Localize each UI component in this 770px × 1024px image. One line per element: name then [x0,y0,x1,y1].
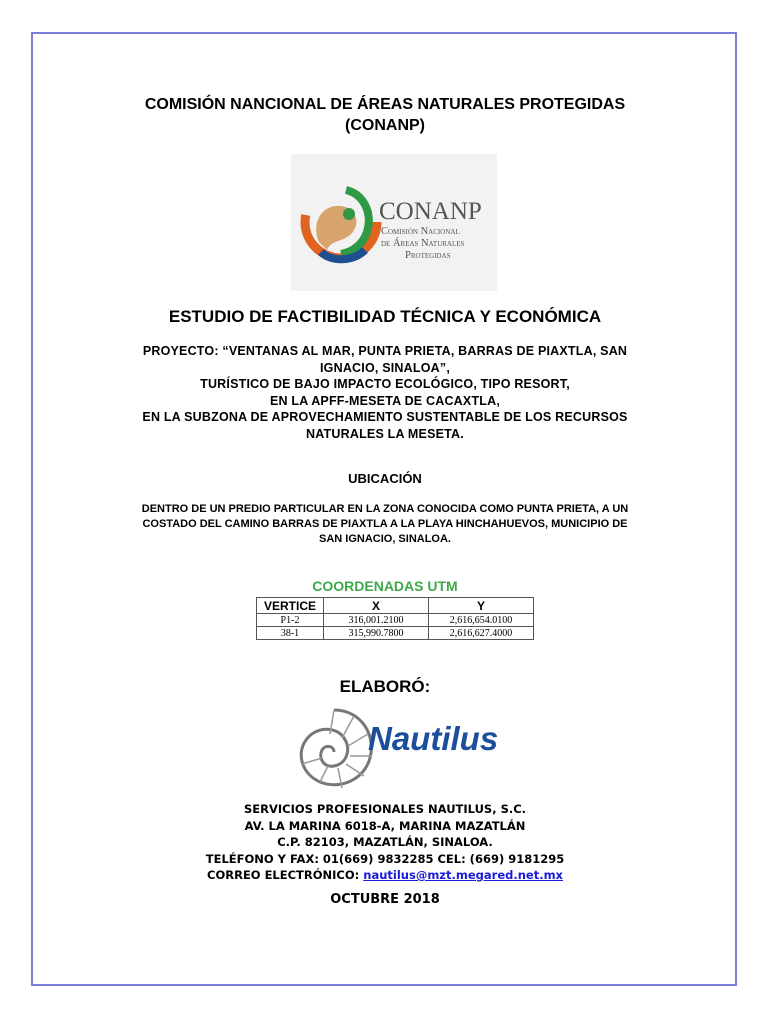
conanp-sub-3: Protegidas [405,250,451,261]
table-cell: P1-2 [257,614,324,627]
company-email-line [0,867,770,884]
utm-coordinates-table [256,597,534,640]
table-row [257,627,534,640]
table-cell: 38-1 [257,627,324,640]
table-row [257,614,534,627]
column-header-vertice: VERTICE [257,598,324,614]
project-line-6: NATURALES LA MESETA. [306,426,464,441]
document-date: OCTUBRE 2018 [330,892,440,907]
elaboro-heading: ELABORÓ: [339,677,431,696]
project-line-3: TURÍSTICO DE BAJO IMPACTO ECOLÓGICO, TIPO RESORT, [200,377,570,391]
email-link[interactable]: nautilus@mzt.megared.net.mx [363,868,563,882]
nautilus-logo [284,700,514,796]
coordinates-title: COORDENADAS UTM [312,578,458,594]
location-description [0,502,770,547]
email-label: CORREO ELECTRÓNICO: [207,868,360,882]
location-line-2: COSTADO DEL CAMINO BARRAS DE PIAXTLA A LA PLAYA HINCHAHUEVOS, MUNICIPIO DE [142,518,628,530]
project-line-5: EN LA SUBZONA DE APROVECHAMIENTO SUSTENTABLE DE LOS RECURSOS [142,410,628,424]
company-address: AV. LA MARINA 6018-A, MARINA MAZATLÁN [244,818,526,833]
nautilus-logo-name: Nautilus [368,720,499,757]
nautilus-shell-icon [284,700,380,796]
conanp-logo-name: CONANP [379,198,482,225]
conanp-logo [291,154,497,291]
table-cell: 315,990.7800 [324,627,429,640]
page-title [0,94,770,136]
company-postal: C.P. 82103, MAZATLÁN, SINALOA. [277,835,493,849]
project-line-1: PROYECTO: “VENTANAS AL MAR, PUNTA PRIETA, BARRAS DE PIAXTLA, SAN [142,344,628,358]
conanp-sub-1: Comisión Nacional [381,226,460,237]
location-heading: UBICACIÓN [348,471,422,486]
location-line-3: SAN IGNACIO, SINALOA. [318,533,451,545]
company-phone: TELÉFONO Y FAX: 01(669) 9832285 CEL: (669) 9181295 [205,851,565,866]
conanp-sub-2: de Áreas Naturales [381,238,465,249]
location-line-1: DENTRO DE UN PREDIO PARTICULAR EN LA ZONA CONOCIDA COMO PUNTA PRIETA, A UN [141,503,629,515]
company-name: SERVICIOS PROFESIONALES NAUTILUS, S.C. [243,802,527,816]
table-header-row [257,598,534,614]
project-description [0,343,770,442]
title-line-1: COMISIÓN NANCIONAL DE ÁREAS NATURALES PROTEGIDAS [144,96,626,113]
column-header-y: Y [429,598,534,614]
contact-info [0,801,770,884]
title-line-2: (CONANP) [345,117,425,134]
table-cell: 316,001.2100 [324,614,429,627]
conanp-logo-subtitle [381,226,464,262]
table-cell: 2,616,654.0100 [429,614,534,627]
study-title: ESTUDIO DE FACTIBILIDAD TÉCNICA Y ECONÓMICA [168,307,602,326]
project-line-2: IGNACIO, SINALOA”, [320,360,450,375]
project-line-4: EN LA APFF-MESETA DE CACAXTLA, [269,393,501,408]
table-cell: 2,616,627.4000 [429,627,534,640]
column-header-x: X [324,598,429,614]
